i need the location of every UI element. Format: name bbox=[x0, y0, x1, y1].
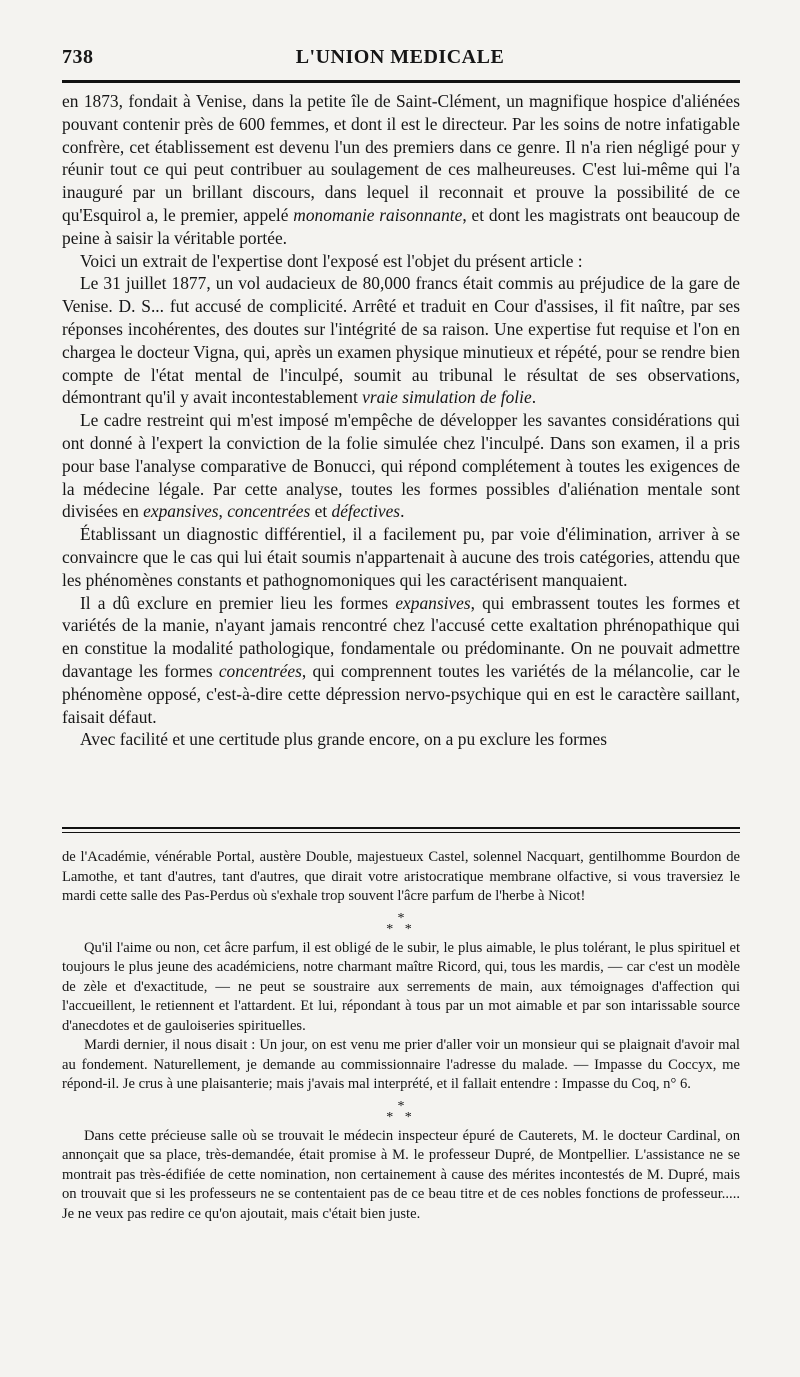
separator-rule-thin bbox=[62, 832, 740, 833]
feuilleton-paragraph-4: Dans cette précieuse salle où se trouvait le médecin inspecteur épuré de Cauterets, M. le docteur Cardinal, on annonçait que sa place, très-demandée, était promise à M. le professeur Dupré, de Montpellier. L'assistance ne se montrait pas très-édifiée de cette nomination, non certainement à cause des mérites incontestés de M. Dupré, mais on trouvait que si les professeurs ne se contentaient pas de ce beau titre et de ces nobles fonctions de professeur..... Je ne veux pas redire ce qu'on ajoutait, mais c'était bien juste. bbox=[62, 1127, 740, 1222]
feuilleton-paragraph-2: Qu'il l'aime ou non, cet âcre parfum, il est obligé de le subir, le plus aimable, le plus tolérant, le plus spirituel et toujours le plus jeune des académiciens, notre charmant maître Ricord, qui, tous les mardis, — car c'est un modèle de zèle et d'exactitude, — ne peut se soustraire aux serrements de main, aux témoignages d'affection qui l'accueillent, le retiennent et l'attardent. Et lui, répondant à tous par un mot aimable et par son intarissable source d'anecdotes et de gauloiseries spirituelles. bbox=[62, 939, 740, 1034]
p6-text-b: , qui embrassent toutes les formes et variétés de la manie, n'ayant jamais rencontré chez l'accusé cette exaltation phrénopathique qui en constitue la modalité pathologique, fondamentale ou prédominante. On ne pouvait admettre davantage les formes bbox=[62, 592, 740, 681]
paragraph-4 bbox=[62, 409, 740, 523]
asterism-2 bbox=[62, 1098, 740, 1125]
page-number: 738 bbox=[62, 46, 94, 68]
p4-emphasis-3: défectives bbox=[331, 501, 401, 522]
asterism-star-top: * bbox=[397, 910, 405, 926]
paragraph-1 bbox=[62, 90, 740, 250]
asterism-stars-bottom: * * bbox=[386, 1109, 416, 1125]
p3-text-b: . bbox=[531, 387, 537, 408]
paragraph-2: Voici un extrait de l'expertise dont l'exposé est l'objet du présent article : bbox=[80, 250, 583, 271]
p6-emphasis-2: concentrées bbox=[218, 660, 302, 681]
p6-emphasis-1: expansives bbox=[395, 592, 471, 613]
p4-sep-2: et bbox=[310, 501, 332, 522]
paragraph-3 bbox=[62, 272, 740, 409]
paragraph-7: Avec facilité et une certitude plus grande encore, on a pu exclure les formes bbox=[80, 729, 607, 750]
asterism-stars-bottom: * * bbox=[386, 921, 416, 937]
paragraph-5: Établissant un diagnostic différentiel, il a facilement pu, par voie d'élimination, arriver à se convaincre que le cas qui lui était soumis n'appartenait à aucune des trois catégories, attendu que les phénomènes constants et pathognomoniques qui les caractérisent manquaient. bbox=[62, 524, 740, 590]
asterism-star-top: * bbox=[397, 1098, 405, 1114]
page-header bbox=[62, 46, 738, 76]
p6-text-a: Il a dû exclure en premier lieu les formes bbox=[80, 592, 396, 613]
feuilleton-separator bbox=[62, 827, 740, 833]
asterism-1 bbox=[62, 910, 740, 937]
header-rule bbox=[62, 80, 740, 83]
feuilleton-paragraph-1: de l'Académie, vénérable Portal, austère Double, majestueux Castel, solennel Nacquart, gentilhomme Bourdon de Lamothe, et tant d'autres, tant d'autres, que dirait votre aristocratique membrane olfactive, si vous traversiez le mardi cette salle des Pas-Perdus où s'exhale trop souvent l'âcre parfum de l'herbe à Nicot! bbox=[62, 849, 740, 904]
running-title: L'UNION MEDICALE bbox=[295, 46, 505, 68]
p3-text-a: Le 31 juillet 1877, un vol audacieux de 80,000 francs était commis au préjudice de la gare de Venise. D. S... fut accusé de complicité. Arrêté et traduit en Cour d'assises, il fit naître, par ses réponses incohérentes, des doutes sur l'intégrité de sa raison. Une expertise fut requise et l'on en chargea le docteur Vigna, qui, après un examen physique minutieux et répété, pour se rendre bien compte de l'état mental de l'inculpé, soumit au tribunal le résultat de ses observations, démontrant qu'il y avait incontestablement bbox=[62, 273, 740, 408]
p4-text-b: . bbox=[400, 501, 405, 522]
p4-text-a: Le cadre restreint qui m'est imposé m'empêche de développer les savantes considérations qui ont donné à l'expert la conviction de la folie simulée chez l'inculpé. Dans son examen, il a pris pour base l'analyse comparative de Bonucci, qui répond complétement à toutes les exigences de la médecine légale. Par cette analyse, toutes les formes possibles d'aliénation mentale sont divisées en bbox=[62, 410, 740, 522]
p6-text-c: , qui comprennent toutes les variétés de la mélancolie, car le phénomène opposé, c'est-à-dire cette dépression nervo-psychique qui en est le caractère saillant, faisait défaut. bbox=[62, 660, 740, 727]
feuilleton-body bbox=[62, 848, 740, 1224]
p4-emphasis-2: concentrées bbox=[227, 501, 311, 522]
p1-emphasis: monomanie raisonnante bbox=[293, 204, 463, 225]
p1-text-b: , et dont les magistrats ont beaucoup de peine à saisir la véritable portée. bbox=[62, 204, 740, 248]
p4-sep-1: , bbox=[218, 501, 228, 522]
separator-rule-thick bbox=[62, 827, 740, 829]
feuilleton-paragraph-3: Mardi dernier, il nous disait : Un jour, on est venu me prier d'aller voir un monsieur qui se plaignait d'avoir mal au fondement. Naturellement, je demande au commissionnaire l'adresse du malade. — Impasse du Coccyx, me répond-il. Je crus à une plaisanterie; mais j'avais mal interprété, et il fallait entendre : Impasse du Coq, n° 6. bbox=[62, 1037, 740, 1092]
p4-emphasis-1: expansives bbox=[143, 501, 219, 522]
paragraph-6 bbox=[62, 592, 740, 729]
p1-text-a: en 1873, fondait à Venise, dans la petite île de Saint-Clément, un magnifique hospice d'aliénées pouvant contenir près de 600 femmes, et dont il est le directeur. Par les soins de notre infatigable confrère, cet établissement est devenu l'un des premiers dans ce genre. Il n'a rien négligé pour y réunir tout ce qui peut contribuer au soulagement de ces malheureuses. C'est lui-même qui l'a inauguré par un brillant discours, dans lequel il reconnait et prouve la possibilité de ce qu'Esquirol a, le premier, appelé bbox=[62, 91, 740, 225]
article-body bbox=[62, 90, 740, 751]
p3-emphasis: vraie simulation de folie bbox=[362, 387, 532, 408]
